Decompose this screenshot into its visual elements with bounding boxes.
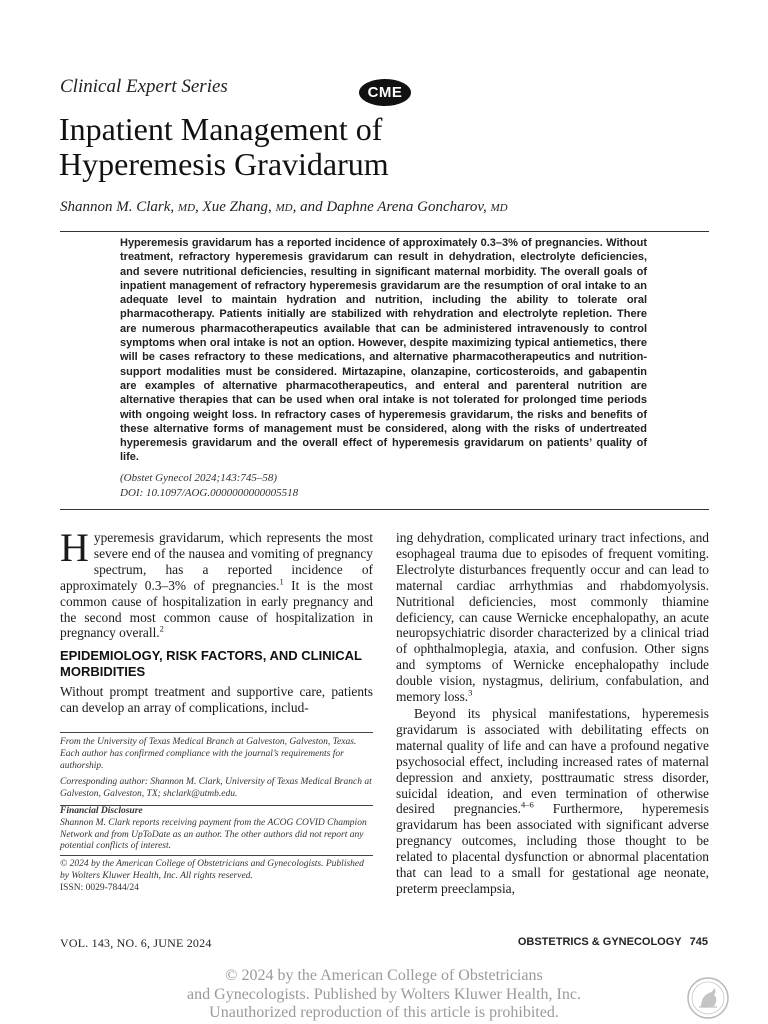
series-label: Clinical Expert Series [60,76,228,97]
footnote-affiliation: From the University of Texas Medical Branch at Galveston, Galveston, Texas. [60,737,357,747]
copyright-divider [60,855,373,856]
intro-paragraph [60,525,374,641]
title-line-1: Inpatient Management of [59,111,383,147]
footnote-divider [60,732,373,733]
paragraph-text: Beyond its physical manifestations, hyperemesis gravidarum is associated with debilitating effects on maternal quality of life and can have a profound negative psychosocial effect, including increased rates of maternal depression and anxiety, posttraumatic stress disorder, suicidal ideation, and even termination of otherwise desired pregnancies. [396,706,709,817]
header-divider [60,231,709,232]
doi-link[interactable]: DOI: 10.1097/AOG.0000000000005518 [120,487,299,499]
journal-citation: (Obstet Gynecol 2024;143:745–58) [120,472,278,484]
author-name: Xue Zhang, [202,199,272,215]
author-degree: MD [177,202,196,214]
author-degree: MD [490,202,508,214]
acog-seal-icon [686,976,730,1020]
abstract-divider [60,509,709,510]
cme-badge: CME [359,79,411,106]
reference-link[interactable]: 4–6 [520,799,534,810]
author-separator: , [195,199,199,215]
body-paragraph [396,530,709,705]
reference-link[interactable]: 2 [159,623,164,634]
author-name: Daphne Arena Goncharov, [326,199,487,215]
author-separator: , and [292,199,323,215]
intro-text-b: It is the most common cause of hospitalization in early pregnancy and the second most common cause of hospitalization in pregnancy overall. [60,577,374,641]
footnote-compliance: Each author has confirmed compliance with the journal’s requirements for authorship. [60,749,344,771]
watermark-line-1: © 2024 by the American College of Obstetricians [225,967,543,984]
reference-link[interactable]: 1 [279,576,284,587]
intro-text-a: yperemesis gravidarum, which represents the most severe end of the nausea and vomiting of pregnancy spectrum, has a reported incidence of approximately 0.3–3% of pregnancies. [60,530,373,593]
paragraph-text: Furthermore, hyperemesis gravidarum has been associated with significant adverse pregnancy outcomes, including those thought to be related to placental dysfunction or abnormal placentation that can lead to a small for gestational age neonate, preterm preeclampsia, [396,801,709,896]
body-paragraph [396,706,709,897]
section-heading: EPIDEMIOLOGY, RISK FACTORS, AND CLINICAL MORBIDITIES [60,648,362,679]
author-name: Shannon M. Clark, [60,199,175,215]
issue-info: VOL. 143, NO. 6, JUNE 2024 [60,936,212,950]
watermark-line-2: and Gynecologists. Published by Wolters Kluwer Health, Inc. [187,986,581,1003]
paragraph-text: ing dehydration, complicated urinary tract infections, and esophageal trauma due to episodes of frequent vomiting. Electrolyte disturbances frequently occur and can lead to maternal cardiac arrhythmias and rhabdomyolysis. Nutritional deficiencies, most commonly thiamine deficiency, can cause Wernicke encephalopathy, an acute neuropsychiatric disorder characterized by a clinical triad of ophthalmoplegia, ataxia, and confusion. Other signs and symptoms of Wernicke encephalopathy include double vision, nystagmus, delirium, confabulation, and memory loss. [396,530,709,705]
body-paragraph: Without prompt treatment and supportive care, patients can develop an array of complications, includ- [60,684,373,715]
journal-name: OBSTETRICS & GYNECOLOGY [517,936,682,948]
author-list [60,199,508,216]
abstract-text: Hyperemesis gravidarum has a reported incidence of approximately 0.3–3% of pregnancies. Without treatment, refractory hyperemesis gravidarum can result in dehydration, electrolyte deficiencies, and severe nutritional deficiencies, resulting in significant maternal morbidity. The overall goals of inpatient management of refractory hyperemesis gravidarum are the resumption of oral intake to an adequate level to maintain hydration and nutrition, including the ability to tolerate oral pharmacotherapy. Patients initially are stabilized with rehydration and electrolyte repletion. There are numerous pharmacotherapeutics available that can be administered intravenously to control symptoms when oral intake is not an option. However, despite maximizing typical antiemetics, there will be cases refractory to these medications, and alternative pharmacotherapeutics and nutrition-support modalities must be considered. Mirtazapine, olanzapine, corticosteroids, and gabapentin are examples of alternative pharmacotherapeutics, and enteral and parenteral nutrition are alternative therapies that can be used when oral intake is not tolerated for prolonged time periods with ongoing weight loss. In refractory cases of hyperemesis gravidarum, the risks and benefits of these alternative forms of management must be considered, along with the risks of undertreated hyperemesis gravidarum and the overall effect of hyperemesis gravidarum on patients’ quality of life. [120,237,647,464]
title-line-2: Hyperemesis Gravidarum [59,146,389,182]
journal-footer [518,936,708,948]
copyright-notice: © 2024 by the American College of Obstetricians and Gynecologists. Published by Wolters Kluwer Health, Inc. All rights reserved. [60,859,364,881]
disclosure-text: Shannon M. Clark reports receiving payment from the ACOG COVID Champion Network and from UpToDate as an author. The other authors did not report any potential conflicts of interest. [60,818,367,851]
author-degree: MD [275,202,293,214]
article-title [59,112,659,182]
page-number: 745 [689,936,708,948]
issn: ISSN: 0029-7844/24 [60,883,139,893]
reference-link[interactable]: 3 [468,687,473,698]
drop-cap: H [60,525,89,570]
disclosure-heading: Financial Disclosure [60,806,143,816]
footnote-corresponding: Corresponding author: Shannon M. Clark, University of Texas Medical Branch at Galveston, Galveston, TX; shclark@utmb.edu. [60,777,372,799]
watermark-line-3: Unauthorized reproduction of this article is prohibited. [209,1004,559,1021]
